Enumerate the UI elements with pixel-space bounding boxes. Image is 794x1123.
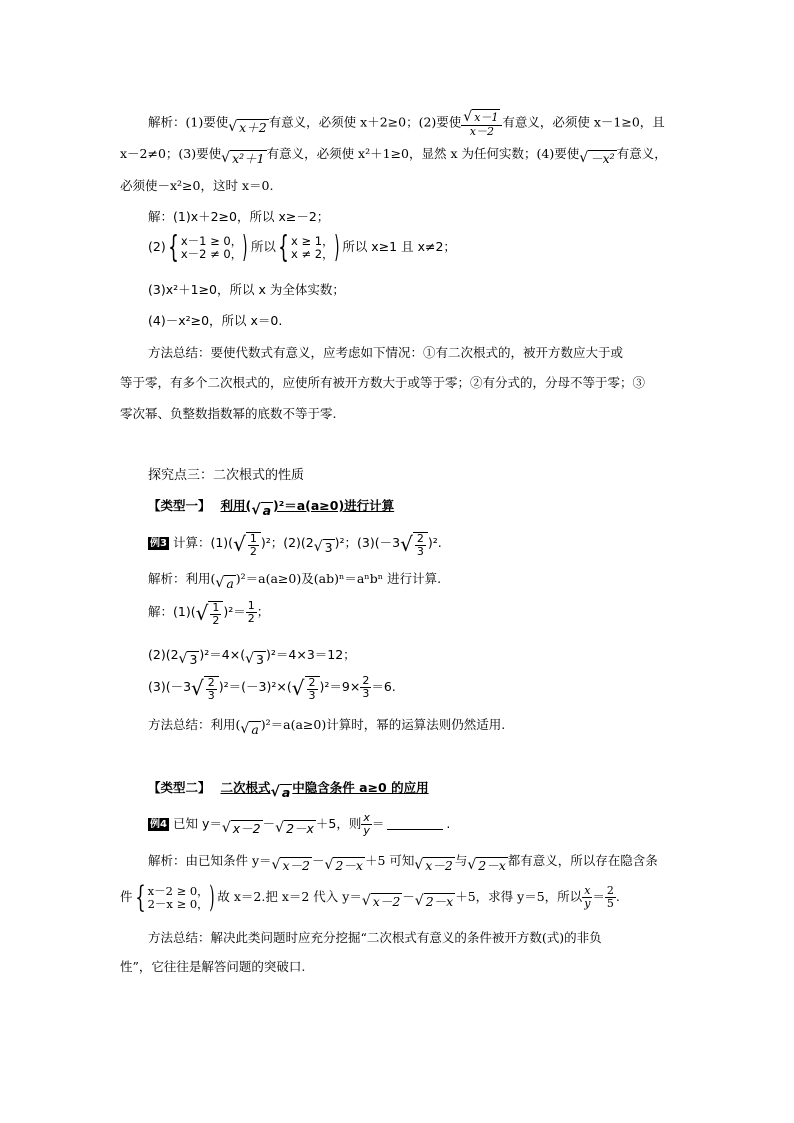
example-3-analysis: 解析：利用( √ a )²＝a(a≥0)及(ab)ⁿ＝aⁿbⁿ 进行计算. [148, 571, 442, 591]
solution-4: (4)－x²≥0，所以 x＝0. [148, 313, 283, 328]
method-summary-line-3: 零次幂、负整数指数幂的底数不等于零. [120, 406, 337, 421]
method-summary-line-1: 方法总结：要使代数式有意义，应考虑如下情况：①有二次根式的，被开方数应大于或 [148, 345, 624, 360]
method-summary-3-line-1: 方法总结：解决此类问题时应充分挖掘“二次根式有意义的条件被开方数(式)的非负 [148, 930, 602, 945]
example-icon: 例3 [150, 538, 167, 549]
example-4-analysis-2: 件 { x－2 ≥ 0， 2－x ≥ 0， ) 故 x＝2.把 x＝2 代入 y＝ √ x－2 － √ 2－x ＋5，求得 y＝5，所以 $\frac{x}{y}$ ＝ $\frac{2}{5}$ . [120, 879, 620, 915]
equation-system: { x－2 ≥ 0， 2－x ≥ 0， ) [134, 879, 215, 915]
fraction: √ x－1 x－2 [461, 108, 502, 138]
method-summary-line-2: 等于零，有多个二次根式的，应使所有被开方数大于或等于零；②有分式的，分母不等于零；③ [120, 375, 646, 390]
sqrt-expression: √ x²＋1 [221, 150, 265, 166]
method-summary-3-line-2: 性”，它往往是解答问题的突破口. [120, 959, 306, 974]
example-3: 例3 计算：(1)( √ $\frac{1}{2}$ )²；(2)(2 √ 3 )²；(3)(－3 √ $\frac{2}{3}$ )². [150, 532, 442, 558]
sqrt-expression: √ －x² [579, 150, 615, 166]
example-4: 例4 已知 y＝ √ x－2 － √ 2－x ＋5，则 $\frac{x}{y}$ ＝ . [150, 811, 451, 837]
method-summary-2: 方法总结：利用( √ a )²＝a(a≥0)计算时，幂的运算法则仍然适用. [148, 717, 506, 737]
example-3-solution-2: (2)(2 √ 3 )²＝4×( √ 3 )²＝4×3＝12； [148, 647, 356, 667]
example-4-analysis-1: 解析：由已知条件 y＝ √ x－2 － √ 2－x ＋5 可知 √ x－2 与 √ 2－x 都有意义，所以存在隐含条 [148, 853, 658, 873]
equation-system: { x ≥ 1， x ≠ 2， ) [278, 229, 340, 265]
solution-2: (2) { x－1 ≥ 0， x－2 ≠ 0， ) 所以 { x ≥ 1， x ≠ 2， ) 所以 x≥1 且 x≠2； [148, 229, 456, 265]
example-3-solution-3: (3)(－3 √ $\frac{2}{3}$ )²＝(－3)²×( √ $\frac{2}{3}$ )²＝9× $\frac{2}{3}$ ＝6. [148, 674, 396, 702]
type-1-heading: 【类型一】 利用( √ a )²＝a(a≥0)进行计算 [148, 498, 395, 518]
type-2-heading: 【类型二】 二次根式 √ a 中隐含条件 a≥0 的应用 [148, 780, 429, 800]
analysis-line-1: 解析：(1)要使 √ x＋2 有意义，必须使 x＋2≥0；(2)要使 √ x－1 x－2 有意义，必须使 x－1≥0，且 [148, 109, 665, 138]
analysis-label: 解析： [148, 114, 186, 130]
sqrt-expression: √ x＋2 [228, 118, 267, 135]
answer-blank [387, 829, 443, 830]
section-heading: 探究点三：二次根式的性质 [148, 468, 305, 483]
analysis-line-2: x－2≠0；(3)要使 √ x²＋1 有意义，必须使 x²＋1≥0，显然 x 为任何实数；(4)要使 √ －x² 有意义， [120, 146, 667, 166]
solution-1: 解：(1)x＋2≥0，所以 x≥－2； [148, 209, 330, 224]
example-icon: 例4 [150, 819, 167, 830]
solution-3: (3)x²＋1≥0，所以 x 为全体实数； [148, 282, 345, 297]
equation-system: { x－1 ≥ 0， x－2 ≠ 0， ) [168, 229, 248, 265]
analysis-line-3: 必须使－x²≥0，这时 x＝0. [120, 178, 274, 193]
example-3-solution-1: 解：(1)( √ $\frac{1}{2}$ )²＝ $\frac{1}{2}$ ； [148, 599, 270, 627]
